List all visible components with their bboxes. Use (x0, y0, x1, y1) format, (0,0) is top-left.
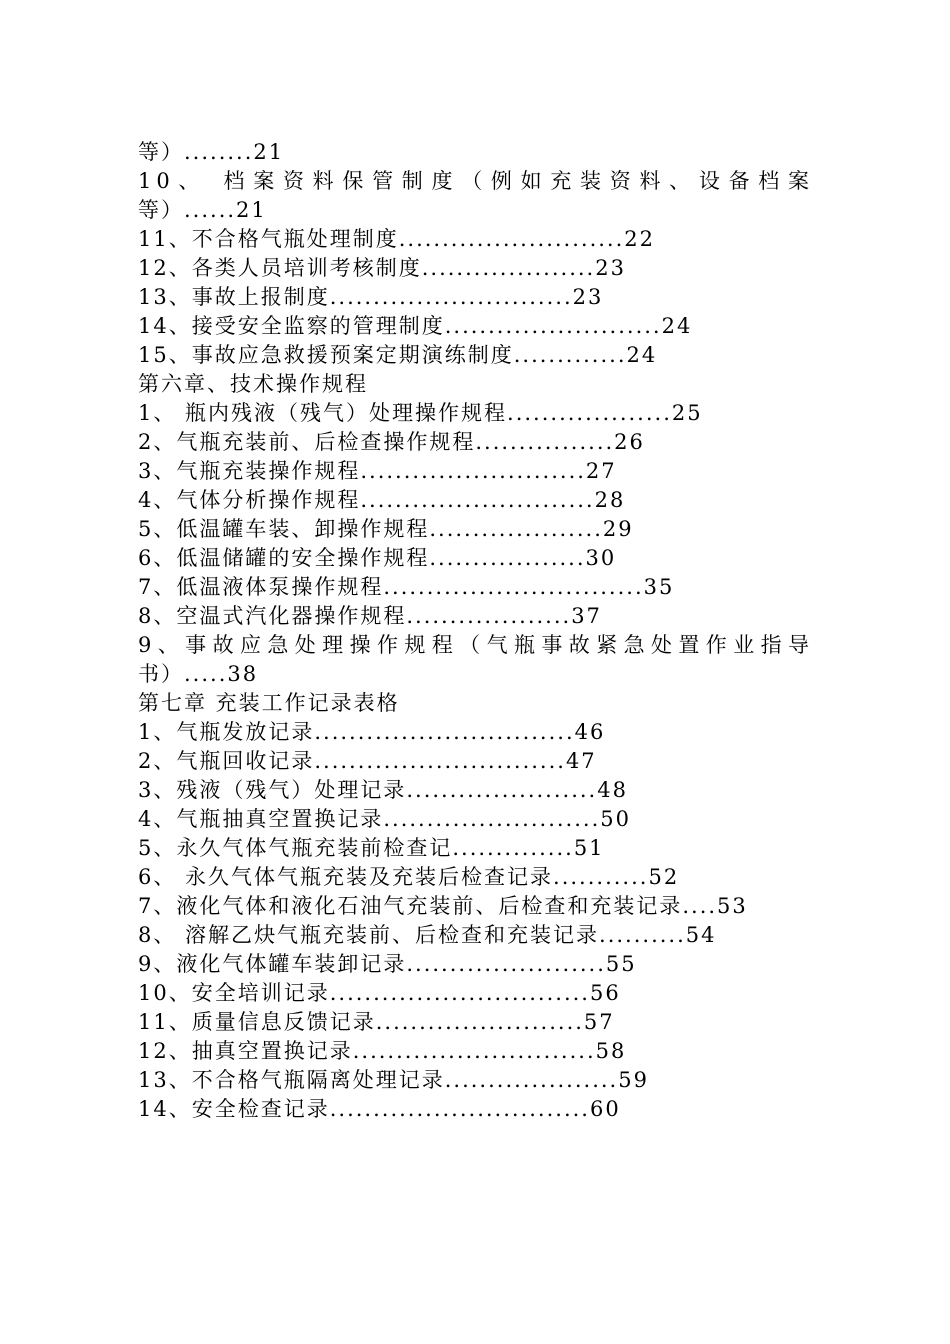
toc-entry: 6、 永久气体气瓶充装及充装后检查记录...........52 (138, 865, 680, 889)
toc-entry: 7、液化气体和液化石油气充装前、后检查和充装记录....53 (138, 894, 748, 918)
toc-entry: 10、 档案资料保管制度（例如充装资料、设备档案 (138, 169, 814, 193)
toc-entry: 2、气瓶充装前、后检查操作规程................26 (138, 430, 645, 454)
toc-entry: 5、低温罐车装、卸操作规程....................29 (138, 517, 634, 541)
toc-entry: 15、事故应急救援预案定期演练制度.............24 (138, 343, 658, 367)
toc-entry: 8、空温式汽化器操作规程...................37 (138, 604, 602, 628)
toc-entry: 4、气体分析操作规程...........................28 (138, 488, 626, 512)
toc-entry: 9、液化气体罐车装卸记录.......................55 (138, 952, 637, 976)
toc-entry: 14、安全检查记录..............................60 (138, 1097, 621, 1121)
toc-entry: 1、气瓶发放记录..............................46 (138, 720, 606, 744)
toc-entry: 3、气瓶充装操作规程..........................27 (138, 459, 617, 483)
toc-entry: 等）......21 (138, 198, 267, 222)
toc-entry: 书）.....38 (138, 662, 259, 686)
toc-entry: 9、事故应急处理操作规程（气瓶事故紧急处置作业指导 (138, 633, 814, 657)
toc-entry: 6、低温储罐的安全操作规程..................30 (138, 546, 617, 570)
toc-entry: 8、 溶解乙炔气瓶充装前、后检查和充装记录..........54 (138, 923, 717, 947)
toc-chapter-heading: 第六章、技术操作规程 (138, 372, 368, 396)
toc-entry: 11、质量信息反馈记录........................57 (138, 1010, 615, 1034)
toc-chapter-heading: 第七章 充装工作记录表格 (138, 691, 400, 715)
toc-entry: 10、安全培训记录..............................56 (138, 981, 621, 1005)
toc-entry: 7、低温液体泵操作规程..............................35 (138, 575, 675, 599)
toc-entry: 2、气瓶回收记录.............................47 (138, 749, 597, 773)
toc-entry: 12、各类人员培训考核制度....................23 (138, 256, 626, 280)
toc-entry: 13、不合格气瓶隔离处理记录....................59 (138, 1068, 649, 1092)
toc-entry: 3、残液（残气）处理记录......................48 (138, 778, 628, 802)
toc-entry: 等）........21 (138, 140, 285, 164)
toc-entry: 13、事故上报制度............................23 (138, 285, 604, 309)
toc-entry: 11、不合格气瓶处理制度..........................22 (138, 227, 656, 251)
toc-entry: 5、永久气体气瓶充装前检查记..............51 (138, 836, 605, 860)
toc-entry: 14、接受安全监察的管理制度.........................24 (138, 314, 693, 338)
table-of-contents (138, 138, 814, 1124)
toc-entry: 1、 瓶内残液（残气）处理操作规程...................25 (138, 401, 703, 425)
toc-entry: 4、气瓶抽真空置换记录.........................50 (138, 807, 631, 831)
toc-entry: 12、抽真空置换记录............................58 (138, 1039, 627, 1063)
